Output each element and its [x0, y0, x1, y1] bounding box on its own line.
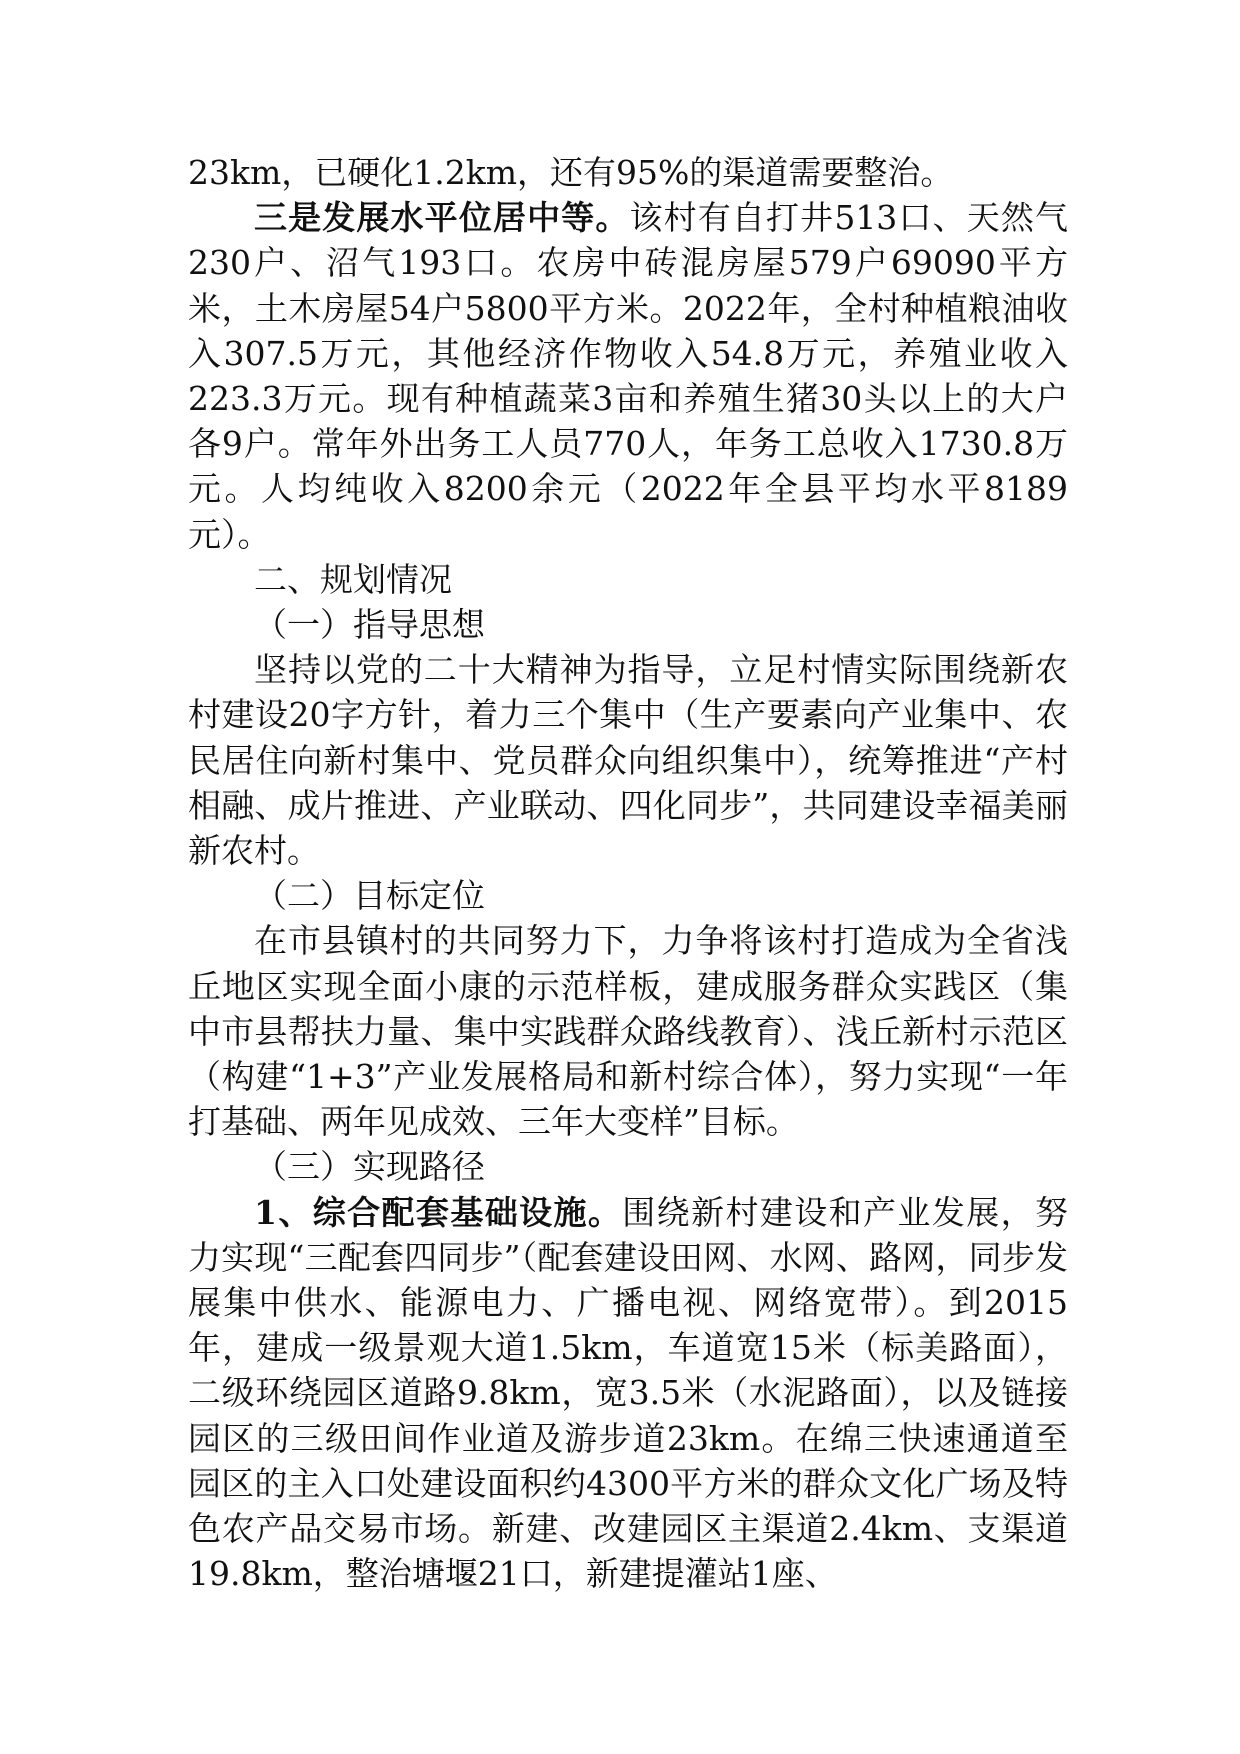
paragraph-lead-bold: 三是发展水平位居中等。 [254, 198, 630, 238]
paragraph-guiding-ideology: 坚持以党的二十大精神为指导，立足村情实际围绕新农村建设20字方针，着力三个集中（生产要素向产业集中、农民居住向新村集中、党员群众向组织集中），统筹推进“产村相融、成片推进、产业联动、四化同步”，共同建设幸福美丽新农村。 [188, 650, 1068, 871]
document-body [188, 150, 1068, 1597]
paragraph-development-level [188, 195, 1068, 557]
subsection-heading-goal-positioning: （二）目标定位 [254, 876, 485, 916]
subsection-heading-guiding-ideology: （一）指导思想 [254, 605, 485, 645]
paragraph-infrastructure [188, 1190, 1068, 1597]
section-heading-planning: 二、规划情况 [254, 559, 452, 599]
paragraph-lead-bold: 1、综合配套基础设施。 [254, 1192, 623, 1232]
subsection-heading-implementation-path: （三）实现路径 [254, 1147, 485, 1187]
paragraph-text: 该村有自打井513口、天然气230户、沼气193口。农房中砖混房屋579户69090平方米，土木房屋54户5800平方米。2022年，全村种植粮油收入307.5万元，其他经济作物收入54.8万元，养殖业收入223.3万元。现有种植蔬菜3亩和养殖生猪30头以上的大户各9户。常年外出务工人员770人，年务工总收入1730.8万元。人均纯收入8200余元（2022年全县平均水平8189元）。 [188, 198, 1068, 554]
paragraph-goal-positioning: 在市县镇村的共同努力下，力争将该村打造成为全省浅丘地区实现全面小康的示范样板，建成服务群众实践区（集中市县帮扶力量、集中实践群众路线教育）、浅丘新村示范区（构建“1+3”产业发展格局和新村综合体），努力实现“一年打基础、两年见成效、三年大变样”目标。 [188, 921, 1068, 1142]
paragraph-text: 围绕新村建设和产业发展，努力实现“三配套四同步”（配套建设田网、水网、路网，同步发展集中供水、能源电力、广播电视、网络宽带）。到2015年，建成一级景观大道1.5km，车道宽15米（标美路面），二级环绕园区道路9.8km，宽3.5米（水泥路面），以及链接园区的三级田间作业道及游步道23km。在绵三快速通道至园区的主入口处建设面积约4300平方米的群众文化广场及特色农产品交易市场。新建、改建园区主渠道2.4km、支渠道19.8km，整治塘堰21口，新建提灌站1座、 [188, 1192, 1068, 1594]
paragraph-canal-status: 23km，已硬化1.2km，还有95%的渠道需要整治。 [188, 153, 954, 192]
